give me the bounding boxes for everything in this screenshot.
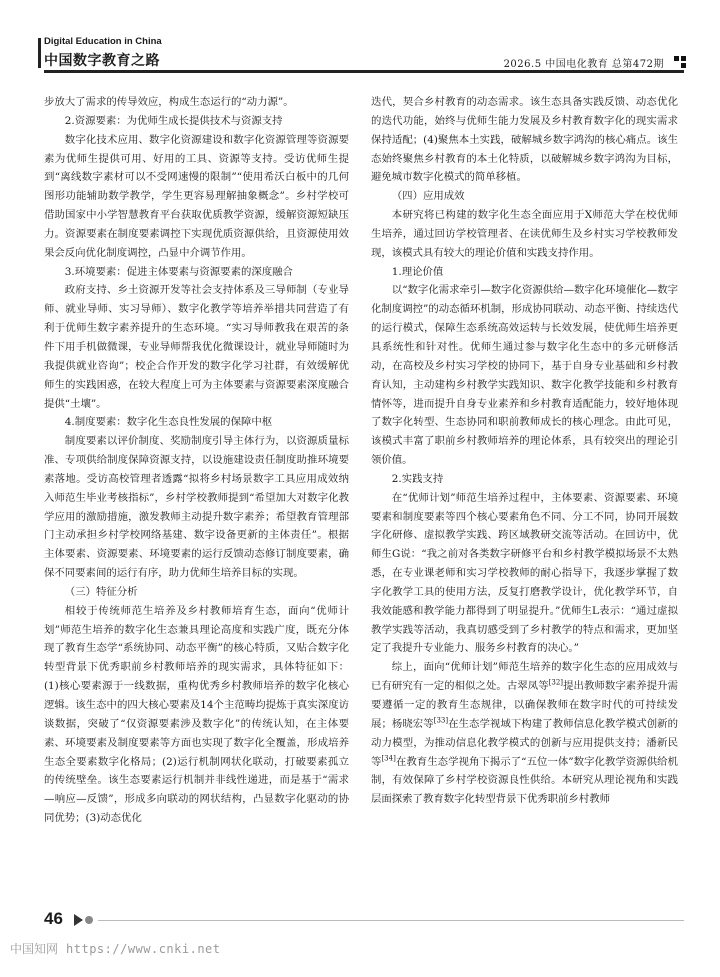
paragraph: 相较于传统师范生培养及乡村教师培育生态，面向“优师计划”师范生培养的数字化生态兼具理论高度和实践广度，既充分体现了教育生态学“系统协同、动态平衡”的核心特质，又贴合数字化转型背景下优秀职前乡村教师培养的现实需求，具体特征如下：(1)核心要素源于一线数据，重构优秀乡村教师培养的数字化核心逻辑。该生态中的四大核心要素及14个主范畴均提炼于真实深度访谈数据，突破了“仅资源要素涉及数字化”的传统认知，在主体要素、环境要素及制度要素等方面也实现了数字化全覆盖，形成培养生态全要素数字化格局；(2)运行机制网状化联动，打破要素孤立的传统壁垒。该生态要素运行机制并非线性递进，而是基于“需求—响应—反馈”，形成多向联动的网状结构，凸显数字化驱动的协同优势；(3)动态优化: [44, 604, 349, 825]
section-heading: （四）应用成效: [391, 190, 465, 203]
text-run: 在生态学视域下构建了教师信息化教学模式创新的动力模型，为推动信息化教学模式的创新与应用提供支持；潘新民等: [371, 717, 679, 768]
watermark-url[interactable]: https://www.cnki.net: [66, 942, 221, 956]
paragraph: 以“数字化需求牵引—数字化资源供给—数字化环境催化—数字化制度调控”的动态循环机制，形成协同联动、动态平衡、持续迭代的运行模式，保障生态系统高效运转与长效发展，使优师生培养更具系统性和针对性。优师生通过参与数字化生态中的多元研修活动，在高校及乡村实习学校的协同下，基于自身专业基础和乡村教育认知，主动建构乡村教学实践知识、数字化教学技能和乡村教育情怀等，进而提升自身专业素养和乡村教育适配能力，较好地体现了数字化转型、生态协同和职前教师成长的核心理念。由此可见，该模式丰富了职前乡村教师培养的理论体系，具有较突出的理论引领价值。: [371, 284, 678, 467]
journal-english-name: Digital Education in China: [44, 36, 162, 47]
section-heading: 1.理论价值: [391, 265, 444, 278]
cnki-watermark: [10, 940, 221, 957]
paragraph: 迭代，契合乡村教育的动态需求。该生态具备实践反馈、动态优化的迭代功能，始终与优师生能力发展及乡村教育数字化的现实需求保持适配；(4)聚焦本土实践，破解城乡数字鸿沟的核心痛点。该生态始终聚焦乡村教育的本土化特质，以破解城乡数字鸿沟为目标，避免城市数字化模式的简单移植。: [371, 96, 678, 184]
corner-ornament-icon: [674, 56, 686, 68]
section-heading: 2.实践支持: [391, 472, 444, 485]
page-header: [44, 36, 684, 76]
paragraph: 制度要素以评价制度、奖励制度引导主体行为，以资源质量标准、专项供给制度保障资源支持，以设施建设责任制度助推环境要素落地。受访高校管理者透露“拟将乡村场景数字工具应用成效纳入师范生毕业考核指标”，乡村学校教师提到“希望加大对数字化教学应用的激励措施，激发教师主动提升数字素养；希望教育管理部门主动承担乡村学校网络基建、数字设备更新的主体责任”。根据主体要素、资源要素、环境要素的运行反馈动态修订制度要素，确保不同要素间的运行有序，助力优师生培养目标的实现。: [44, 435, 349, 580]
text-run: 综上，面向“优师计划”师范生培养的数字化生态的应用成效与已有研究有一定的相似之处。古翠凤等: [371, 661, 678, 693]
issue-info: 2026.5 中国电化教育 总第472期: [503, 59, 664, 70]
arrow-icon: [74, 914, 83, 926]
paragraph: 本研究将已构建的数字化生态全面应用于X师范大学在校优师生培养，通过回访学校管理者、在读优师生及乡村实习学校教师发现，该模式具有较大的理论价值和实践支持作用。: [371, 209, 678, 259]
text-run: 提出教师数字素养提升需要遵循一定的教育生态规律，以确保教师在数字时代的可持续发展；杨晓宏等: [371, 680, 679, 730]
citation-ref[interactable]: [33]: [433, 716, 449, 725]
citation-ref[interactable]: [34]: [381, 754, 396, 763]
section-heading: 4.制度要素：数字化生态良性发展的保障中枢: [64, 416, 273, 429]
right-column: [371, 93, 678, 809]
header-accent-bar: [38, 38, 41, 68]
paragraph: 数字化技术应用、数字化资源建设和数字化资源管理等资源要素为优师生提供可用、好用的工具、资源等支持。受访优师生提到“离线数字素材可以不受网速慢的限制”“使用希沃白板中的几何图形功能辅助数学教学，学生更容易理解抽象概念”。乡村学校可借助国家中小学智慧教育平台获取优质教学资源，缓解资源短缺压力。资源要素在制度要素调控下实现优质资源供给，且资源使用效果会反向优化制度调控，凸显中介调节作用。: [44, 133, 349, 259]
journal-column-title: 中国数字教育之路: [44, 53, 160, 69]
section-heading: 2.资源要素：为优师生成长提供技术与资源支持: [64, 114, 283, 127]
watermark-site: 中国知网: [10, 942, 59, 956]
citation-ref[interactable]: [32]: [548, 678, 564, 687]
section-heading: （三）特征分析: [64, 585, 138, 598]
page-number: 46: [44, 909, 63, 928]
footer-rule: [98, 920, 684, 921]
dot-icon: [85, 916, 93, 924]
paragraph: 政府支持、乡土资源开发等社会支持体系及三导师制（专业导师、就业导师、实习导师）、数字化教学等培养举措共同营造了有利于优师生数字素养提升的生态环境。“实习导师教我在艰苦的条件下用手机做微课，专业导师帮我优化微课设计，就业导师随时为我提供就业咨询”；校企合作开发的数字化学习社群，有效缓解优师生的实践困惑，在较大程度上可为主体要素与资源要素深度融合提供“土壤”。: [44, 284, 349, 410]
section-heading: 3.环境要素：促进主体要素与资源要素的深度融合: [64, 265, 293, 278]
text-run: 在教育生态学视角下揭示了“五位一体”数字化教学资源供给机制，有效保障了乡村学校资源良性供给。本研究从理论视角和实践层面探索了教育数字化转型背景下优秀职前乡村教师: [371, 755, 679, 806]
paragraph: [371, 658, 678, 809]
paragraph: 在“优师计划”师范生培养过程中，主体要素、资源要素、环境要素和制度要素等四个核心要素角色不同、分工不同，协同开展数字化研修、虚拟教学实践、跨区域教研交流等活动。在回访中，优师生G说：“我之前对各类数字研修平台和乡村教学模拟场景不太熟悉，在专业课老师和实习学校教师的耐心指导下，我逐步掌握了数字化教学工具的使用方法，反复打磨教学设计，优化教学环节，自我效能感和教学能力都得到了明显提升。”优师生L表示：“通过虚拟教学实践等活动，我真切感受到了乡村教学的特点和需求，更加坚定了我提升专业能力、服务乡村教育的决心。”: [371, 491, 678, 655]
page-footer: [44, 909, 684, 932]
paragraph: 步放大了需求的传导效应，构成生态运行的“动力源”。: [44, 96, 294, 108]
left-column: [44, 93, 349, 828]
header-rule: [44, 70, 684, 73]
